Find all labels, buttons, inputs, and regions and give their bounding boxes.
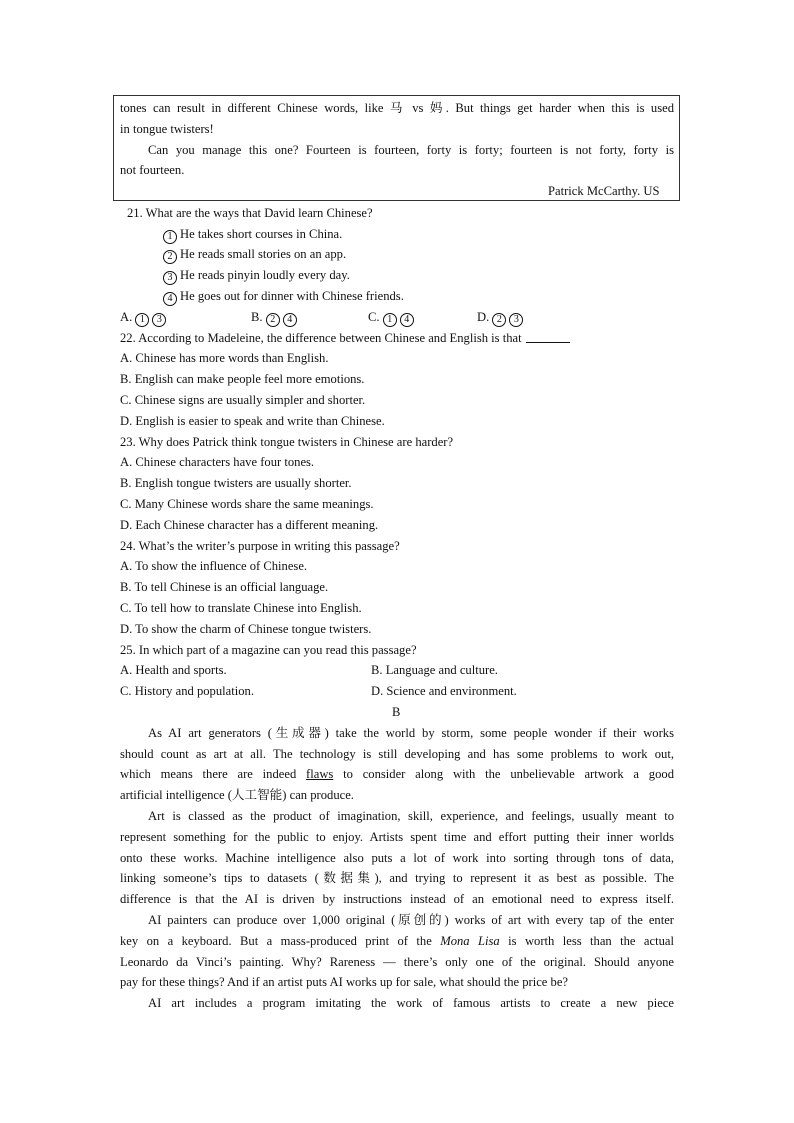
- q21-option-d[interactable]: D. 2 3: [477, 309, 526, 327]
- p1-line-2: should count as art at all. The technology is still developing and has some problems to work out,: [120, 747, 674, 761]
- p1-line-4: artificial intelligence (人工智能) can produce.: [120, 788, 354, 802]
- q22-option-c[interactable]: C. Chinese signs are usually simpler and shorter.: [120, 393, 366, 407]
- q25-option-b[interactable]: B. Language and culture.: [371, 663, 498, 677]
- p3-line-4: pay for these things? And if an artist puts AI works up for sale, what should the price be?: [120, 975, 569, 989]
- p2-line-3: onto these works. Machine intelligence also puts a lot of work into sorting through tons of data,: [120, 851, 674, 865]
- p3-line-3: Leonardo da Vinci’s painting. Why? Rareness — there’s only one of the original. Should anyone: [120, 955, 674, 969]
- circled-number: 1: [163, 230, 177, 244]
- box-line-2: in tongue twisters!: [120, 122, 214, 136]
- q22-option-a[interactable]: A. Chinese has more words than English.: [120, 351, 329, 365]
- q21-item-2: 2 He reads small stories on an app.: [163, 246, 346, 264]
- q21-option-a[interactable]: A. 1 3: [120, 309, 169, 327]
- q23-option-c[interactable]: C. Many Chinese words share the same meanings.: [120, 497, 374, 511]
- p4-line-1: AI art includes a program imitating the work of famous artists to create a new piece: [148, 996, 674, 1010]
- q25-option-c[interactable]: C. History and population.: [120, 684, 254, 698]
- circled-number: 2: [163, 250, 177, 264]
- q21-option-b[interactable]: B. 2 4: [251, 309, 300, 327]
- p1-line-1: As AI art generators (生成器) take the world by storm, some people wonder if their works: [148, 726, 674, 740]
- q22-question: 22. According to Madeleine, the difference between Chinese and English is that: [120, 330, 570, 346]
- circled-number: 3: [163, 271, 177, 285]
- p3-line-1: AI painters can produce over 1,000 original (原创的) works of art with every tap of the enter: [148, 913, 674, 927]
- q24-option-d[interactable]: D. To show the charm of Chinese tongue twisters.: [120, 622, 372, 636]
- q23-option-b[interactable]: B. English tongue twisters are usually shorter.: [120, 476, 352, 490]
- q22-option-b[interactable]: B. English can make people feel more emotions.: [120, 372, 365, 386]
- p2-line-1: Art is classed as the product of imagination, skill, experience, and feelings, usually meant to: [148, 809, 674, 823]
- box-line-1: tones can result in different Chinese words, like 马 vs 妈. But things get harder when this is used: [120, 101, 674, 115]
- italic-title: Mona Lisa: [440, 934, 500, 948]
- answer-blank: [526, 331, 570, 343]
- q22-option-d[interactable]: D. English is easier to speak and write than Chinese.: [120, 414, 385, 428]
- section-heading: B: [392, 705, 401, 719]
- p2-line-5: difference is that the AI is driven by instructions instead of an emotional need to express itself.: [120, 892, 674, 906]
- q23-option-a[interactable]: A. Chinese characters have four tones.: [120, 455, 315, 469]
- q24-question: 24. What’s the writer’s purpose in writing this passage?: [120, 539, 400, 553]
- box-line-4: not fourteen.: [120, 163, 185, 177]
- p2-line-4: linking someone’s tips to datasets (数据集), and trying to represent it as best as possible. The: [120, 871, 674, 885]
- q21-option-c[interactable]: C. 1 4: [368, 309, 417, 327]
- q21-item-1: 1 He takes short courses in China.: [163, 226, 342, 244]
- underlined-word: flaws: [306, 767, 334, 781]
- q21-item-4: 4 He goes out for dinner with Chinese friends.: [163, 288, 404, 306]
- box-signature: Patrick McCarthy. US: [548, 184, 660, 198]
- q25-option-a[interactable]: A. Health and sports.: [120, 663, 227, 677]
- q21-question: 21. What are the ways that David learn Chinese?: [127, 206, 373, 220]
- circled-number: 4: [163, 292, 177, 306]
- q23-question: 23. Why does Patrick think tongue twisters in Chinese are harder?: [120, 435, 454, 449]
- p2-line-2: represent something for the public to enjoy. Artists spent time and effort putting their inner worlds: [120, 830, 674, 844]
- p1-line-3: which means there are indeed flaws to consider along with the unbelievable artwork a good: [120, 767, 674, 781]
- q24-option-c[interactable]: C. To tell how to translate Chinese into English.: [120, 601, 362, 615]
- q25-question: 25. In which part of a magazine can you read this passage?: [120, 643, 417, 657]
- q24-option-b[interactable]: B. To tell Chinese is an official language.: [120, 580, 329, 594]
- q21-item-3: 3 He reads pinyin loudly every day.: [163, 267, 350, 285]
- q25-option-d[interactable]: D. Science and environment.: [371, 684, 517, 698]
- q24-option-a[interactable]: A. To show the influence of Chinese.: [120, 559, 308, 573]
- p3-line-2: key on a keyboard. But a mass-produced print of the Mona Lisa is worth less than the actual: [120, 934, 674, 948]
- q23-option-d[interactable]: D. Each Chinese character has a different meaning.: [120, 518, 379, 532]
- box-line-3: Can you manage this one? Fourteen is fourteen, forty is forty; fourteen is not forty, forty is: [148, 143, 674, 157]
